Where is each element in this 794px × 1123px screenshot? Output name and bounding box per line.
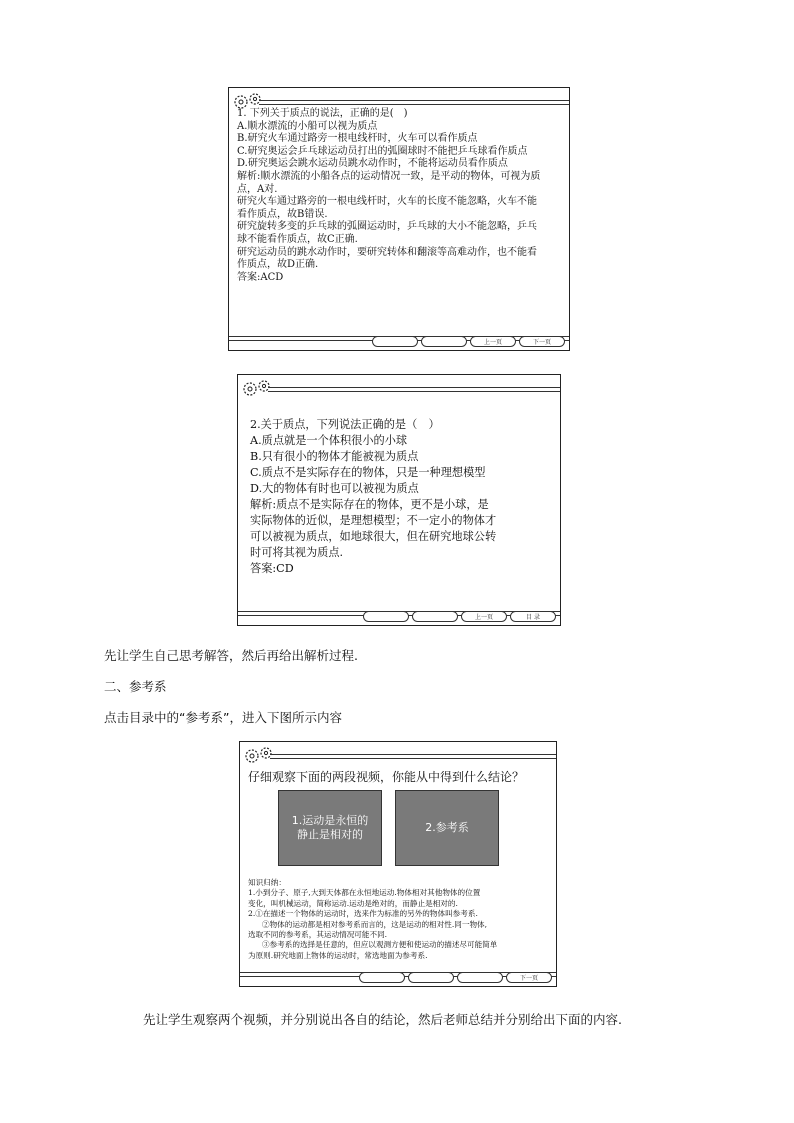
prev-page-button[interactable]: 上一页 [461, 611, 507, 622]
analysis-line: 作质点，故D正确. [237, 259, 319, 271]
slide-question-2 [237, 374, 561, 626]
answer-line: 答案:ACD [237, 271, 284, 283]
slide-footer [240, 968, 556, 986]
option-c: C.研究奥运会乒乓球运动员打出的弧圈球时不能把乒乓球看作质点 [237, 145, 528, 157]
section-heading: 二、参考系 [104, 679, 167, 694]
nav-button-blank[interactable] [412, 611, 458, 622]
slide-text [250, 417, 496, 577]
next-page-button[interactable]: 下一页 [506, 972, 552, 983]
answer-line: 答案:CD [250, 562, 294, 575]
option-d: D.大的物体有时也可以被视为质点 [250, 482, 419, 495]
prev-page-button[interactable]: 上一页 [470, 336, 516, 347]
slide-footer [229, 332, 569, 350]
option-b: B.研究火车通过路旁一根电线杆时，火车可以看作质点 [237, 133, 478, 145]
analysis-line: 看作质点，故B错误. [237, 208, 328, 220]
analysis-line: 研究火车通过路旁的一根电线杆时，火车的长度不能忽略，火车不能 [237, 196, 537, 208]
analysis-line: 解析:质点不是实际存在的物体，更不是小球，是 [250, 498, 489, 511]
option-c: C.质点不是实际存在的物体，只是一种理想模型 [250, 466, 486, 479]
analysis-line: 研究运动员的跳水动作时，要研究转体和翻滚等高难动作，也不能看 [237, 246, 537, 258]
option-b: B.只有很小的物体才能被视为质点 [250, 450, 419, 463]
nav-button-blank[interactable] [408, 972, 454, 983]
video-1-button[interactable] [278, 790, 382, 866]
summary-title: 知识归纳： [248, 878, 286, 887]
analysis-line: 球不能看作质点，故C正确. [237, 233, 358, 245]
nav-button-blank[interactable] [363, 611, 409, 622]
summary-line: ②物体的运动都是相对参考系而言的，这是运动的相对性.同一物体, [262, 919, 488, 929]
video-1-label: 1.运动是永恒的 [291, 814, 369, 827]
analysis-line: 研究旋转多变的乒乓球的弧圈运动时，乒乓球的大小不能忽略，乒乓 [237, 221, 537, 233]
video-2-button[interactable] [395, 790, 499, 866]
slide-question-1 [228, 87, 570, 351]
analysis-line: 可以被视为质点，如地球很大，但在研究地球公转 [250, 530, 497, 543]
slide-header [238, 375, 560, 401]
slide-heading: 仔细观察下面的两段视频，你能从中得到什么结论？ [248, 770, 525, 784]
option-a: A.顺水漂流的小船可以视为质点 [237, 120, 378, 132]
next-page-button[interactable]: 下一页 [519, 336, 565, 347]
nav-button-blank[interactable] [457, 972, 503, 983]
slide-text [237, 108, 540, 284]
slide-header [240, 742, 556, 768]
gear-icon [242, 744, 276, 766]
video-1-label: 静止是相对的 [297, 828, 363, 841]
knowledge-summary [248, 878, 497, 961]
question-text: 2.关于质点，下列说法正确的是（ ） [250, 418, 440, 431]
slide-footer [238, 607, 560, 625]
summary-line: 1.小到分子、原子,大到天体都在永恒地运动.物体相对其他物体的位置 [248, 888, 481, 898]
gear-icon [240, 377, 274, 399]
analysis-line: 时可将其视为质点. [250, 546, 344, 559]
summary-line: 为原则.研究地面上物体的运动时，常选地面为参考系. [248, 950, 428, 960]
contents-button[interactable]: 目 录 [510, 611, 556, 622]
option-d: D.研究奥运会跳水运动员跳水动作时，不能将运动员看作质点 [237, 158, 508, 170]
analysis-line: 解析:顺水漂流的小船各点的运动情况一致，是平动的物体，可视为质 [237, 170, 541, 182]
summary-line: 变化，叫机械运动，简称运动.运动是绝对的，而静止是相对的. [248, 898, 458, 908]
nav-button-blank[interactable] [421, 336, 467, 347]
slide-reference-frame [239, 741, 557, 987]
summary-line: ③参考系的选择是任意的，但应以观测方便和使运动的描述尽可能简单 [262, 940, 498, 950]
analysis-line: 点，A对. [237, 183, 278, 195]
body-paragraph: 点击目录中的“参考系”，进入下图所示内容 [104, 710, 342, 725]
summary-line: 2.①在描述一个物体的运动时，选来作为标准的另外的物体叫参考系. [248, 909, 478, 919]
analysis-line: 实际物体的近似，是理想模型；不一定小的物体才 [250, 514, 497, 527]
body-paragraph: 先让学生观察两个视频，并分别说出各自的结论，然后老师总结并分别给出下面的内容. [143, 1012, 622, 1027]
body-paragraph: 先让学生自己思考解答，然后再给出解析过程. [104, 648, 358, 663]
nav-button-blank[interactable] [372, 336, 418, 347]
nav-button-blank[interactable] [359, 972, 405, 983]
option-a: A.质点就是一个体积很小的小球 [250, 434, 408, 447]
video-2-label: 2.参考系 [425, 821, 469, 834]
question-text: 1. 下列关于质点的说法，正确的是( ) [237, 108, 408, 119]
summary-line: 选取不同的参考系，其运动情况可能不同. [248, 930, 388, 940]
